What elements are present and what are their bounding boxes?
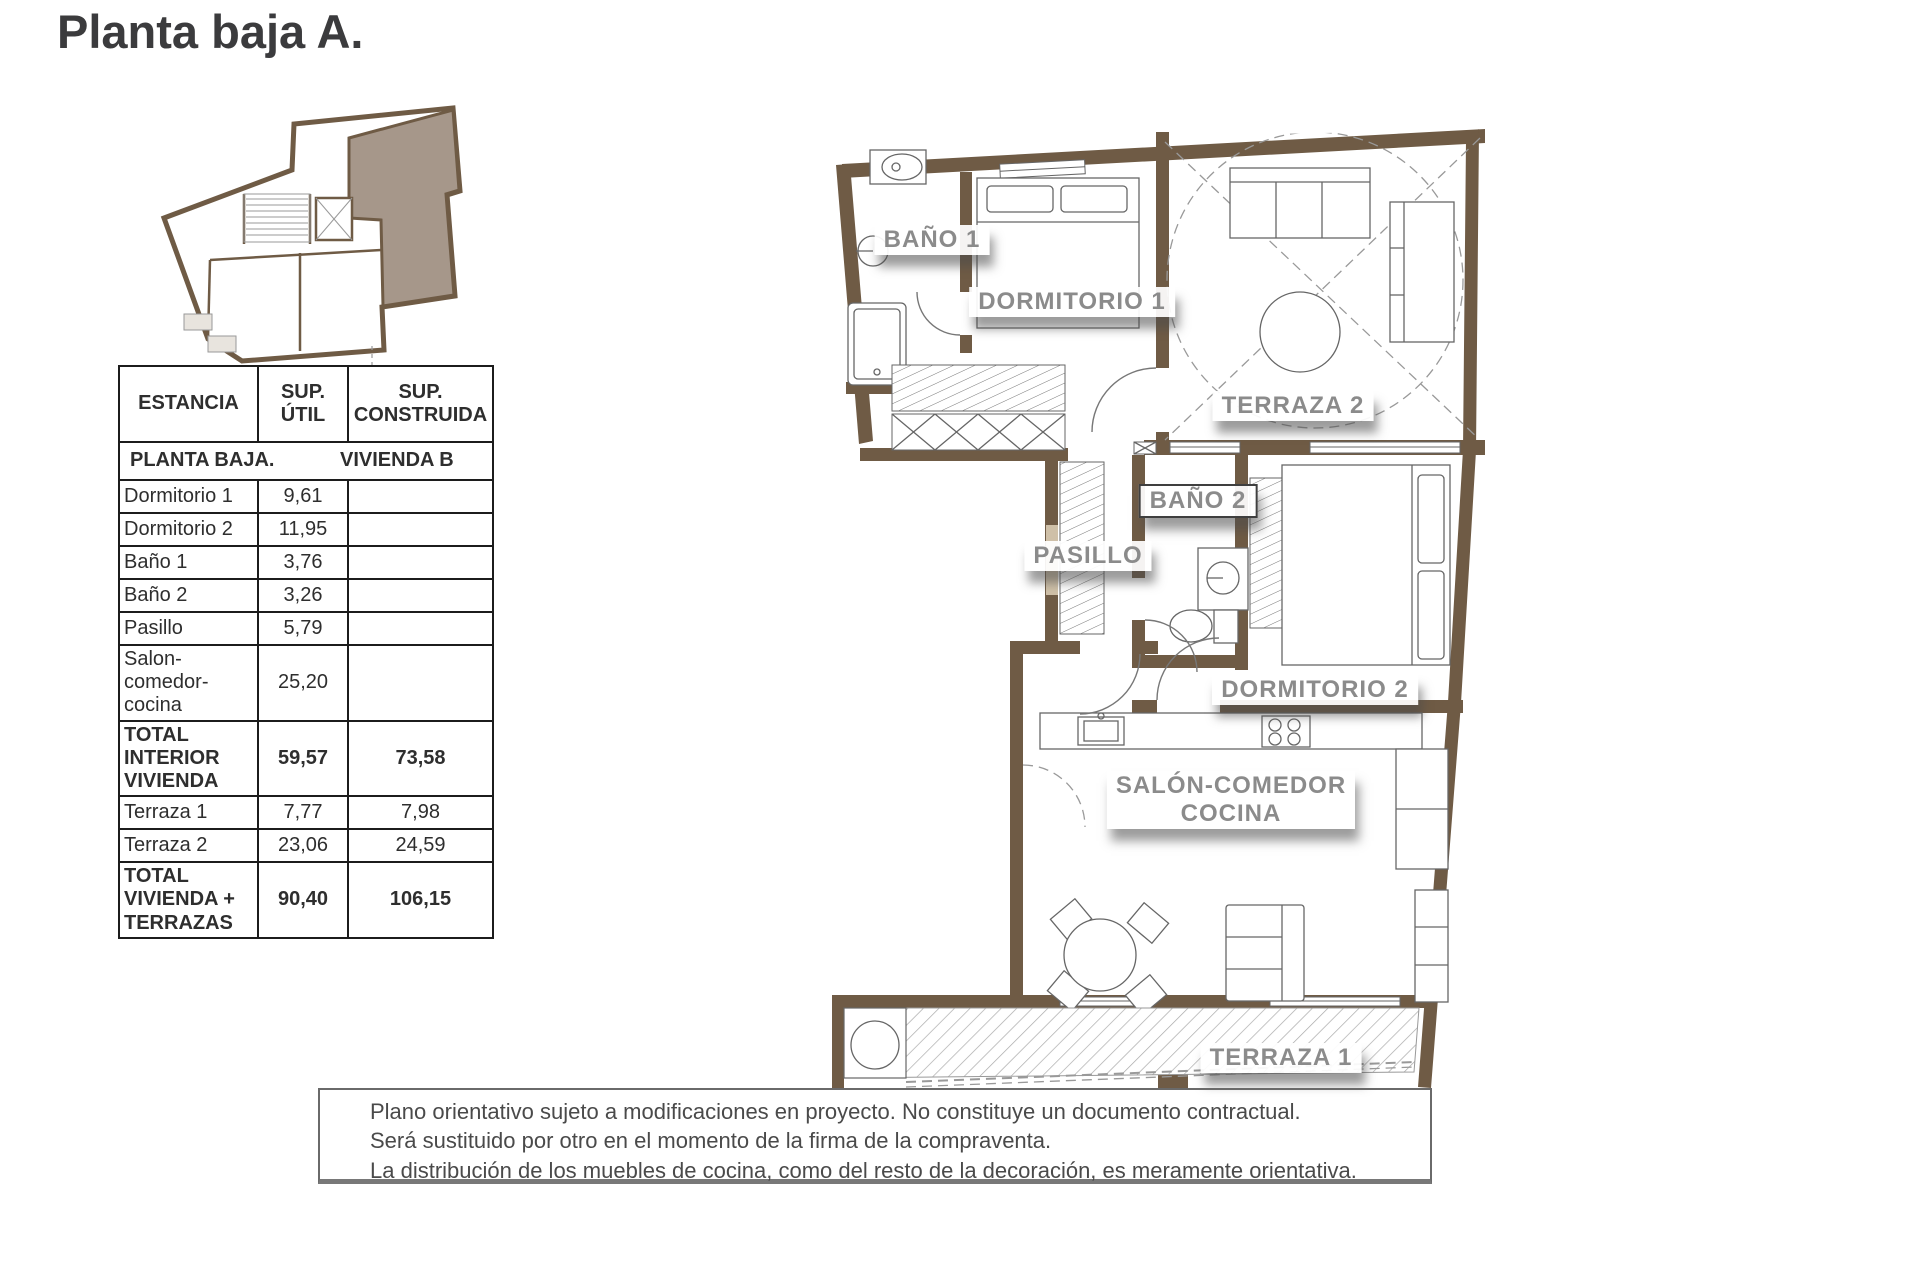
disclaimer-line: La distribución de los muebles de cocina, como del resto de la decoración, es meramente orientativa. (370, 1157, 1357, 1183)
table-row-total-interior (119, 721, 493, 797)
table-row (119, 796, 493, 829)
disclaimer-box (318, 1088, 1432, 1184)
row-construida (348, 645, 493, 721)
bano1-fixtures (848, 150, 926, 385)
table-row (119, 612, 493, 645)
row-util: 9,61 (258, 480, 348, 513)
row-name: Baño 2 (119, 579, 258, 612)
table-row (119, 546, 493, 579)
row-util: 59,57 (258, 721, 348, 797)
row-construida (348, 513, 493, 546)
table-row (119, 480, 493, 513)
col-header-estancia: ESTANCIA (119, 366, 258, 442)
disclaimer-line: Plano orientativo sujeto a modificaciones en proyecto. No constituye un documento contractual. (370, 1099, 1301, 1124)
row-name: TOTAL INTERIOR VIVIENDA (119, 721, 258, 797)
row-name: Salon-comedor-cocina (119, 645, 258, 721)
row-construida (348, 480, 493, 513)
row-name: Terraza 1 (119, 796, 258, 829)
table-row (119, 645, 493, 721)
room-label-terraza2: TERRAZA 2 (1213, 391, 1374, 421)
table-header-row (119, 366, 493, 442)
room-label-bano1: BAÑO 1 (875, 225, 990, 255)
dorm1-wardrobe (892, 365, 1065, 411)
row-util: 5,79 (258, 612, 348, 645)
room-label-salon-line1: SALÓN-COMEDOR (1115, 772, 1347, 799)
row-name: TOTAL VIVIENDA + TERRAZAS (119, 862, 258, 938)
row-util: 25,20 (258, 645, 348, 721)
room-label-pasillo: PASILLO (1024, 541, 1151, 571)
room-label-salon-cocina (1107, 771, 1355, 829)
bano2-fixtures (1170, 548, 1248, 643)
row-util: 3,76 (258, 546, 348, 579)
table-row (119, 579, 493, 612)
section-label-left: PLANTA BAJA. (130, 449, 275, 472)
terraza2-round-table (1260, 292, 1340, 372)
dorm1-closet (892, 414, 1065, 450)
elevator-icon (316, 198, 352, 240)
room-label-salon-line2: COCINA (1180, 800, 1282, 827)
utility-box (1134, 442, 1156, 454)
room-label-bano2: BAÑO 2 (1139, 484, 1258, 518)
row-util: 3,26 (258, 579, 348, 612)
row-name: Baño 1 (119, 546, 258, 579)
row-construida (348, 612, 493, 645)
row-construida (348, 579, 493, 612)
section-label-right: VIVIENDA B (340, 449, 454, 472)
row-util: 7,77 (258, 796, 348, 829)
room-label-dormitorio1: DORMITORIO 1 (969, 287, 1175, 317)
room-label-terraza1: TERRAZA 1 (1201, 1043, 1362, 1073)
salon-sofa (1226, 905, 1304, 1001)
terraza2-armchair (1390, 202, 1454, 342)
row-name: Dormitorio 2 (119, 513, 258, 546)
col-header-sup-construida: SUP. CONSTRUIDA (348, 366, 493, 442)
table-row-total-vivienda (119, 862, 493, 938)
row-construida (348, 546, 493, 579)
row-construida: 106,15 (348, 862, 493, 938)
row-construida: 7,98 (348, 796, 493, 829)
building-key-plan (150, 98, 470, 370)
floor-plan-drawing (670, 110, 1490, 1090)
row-util: 23,06 (258, 829, 348, 862)
row-name: Terraza 2 (119, 829, 258, 862)
table-section-row (119, 442, 493, 480)
col-header-sup-util: SUP. ÚTIL (258, 366, 348, 442)
page-title: Planta baja A. (57, 5, 364, 58)
dorm2-bed (1282, 465, 1450, 665)
row-construida: 73,58 (348, 721, 493, 797)
row-name: Pasillo (119, 612, 258, 645)
row-util: 11,95 (258, 513, 348, 546)
terraza2-sofa (1230, 168, 1370, 238)
row-util: 90,40 (258, 862, 348, 938)
area-table (118, 365, 492, 939)
row-construida: 24,59 (348, 829, 493, 862)
table-row (119, 513, 493, 546)
room-label-dormitorio2: DORMITORIO 2 (1212, 675, 1418, 705)
row-name: Dormitorio 1 (119, 480, 258, 513)
table-row (119, 829, 493, 862)
key-plan-drawing (150, 98, 470, 370)
disclaimer-line: Será sustituido por otro en el momento de la firma de la compraventa. (370, 1128, 1052, 1154)
salon-shelf (1415, 890, 1448, 1002)
floor-plan (670, 110, 1490, 1090)
